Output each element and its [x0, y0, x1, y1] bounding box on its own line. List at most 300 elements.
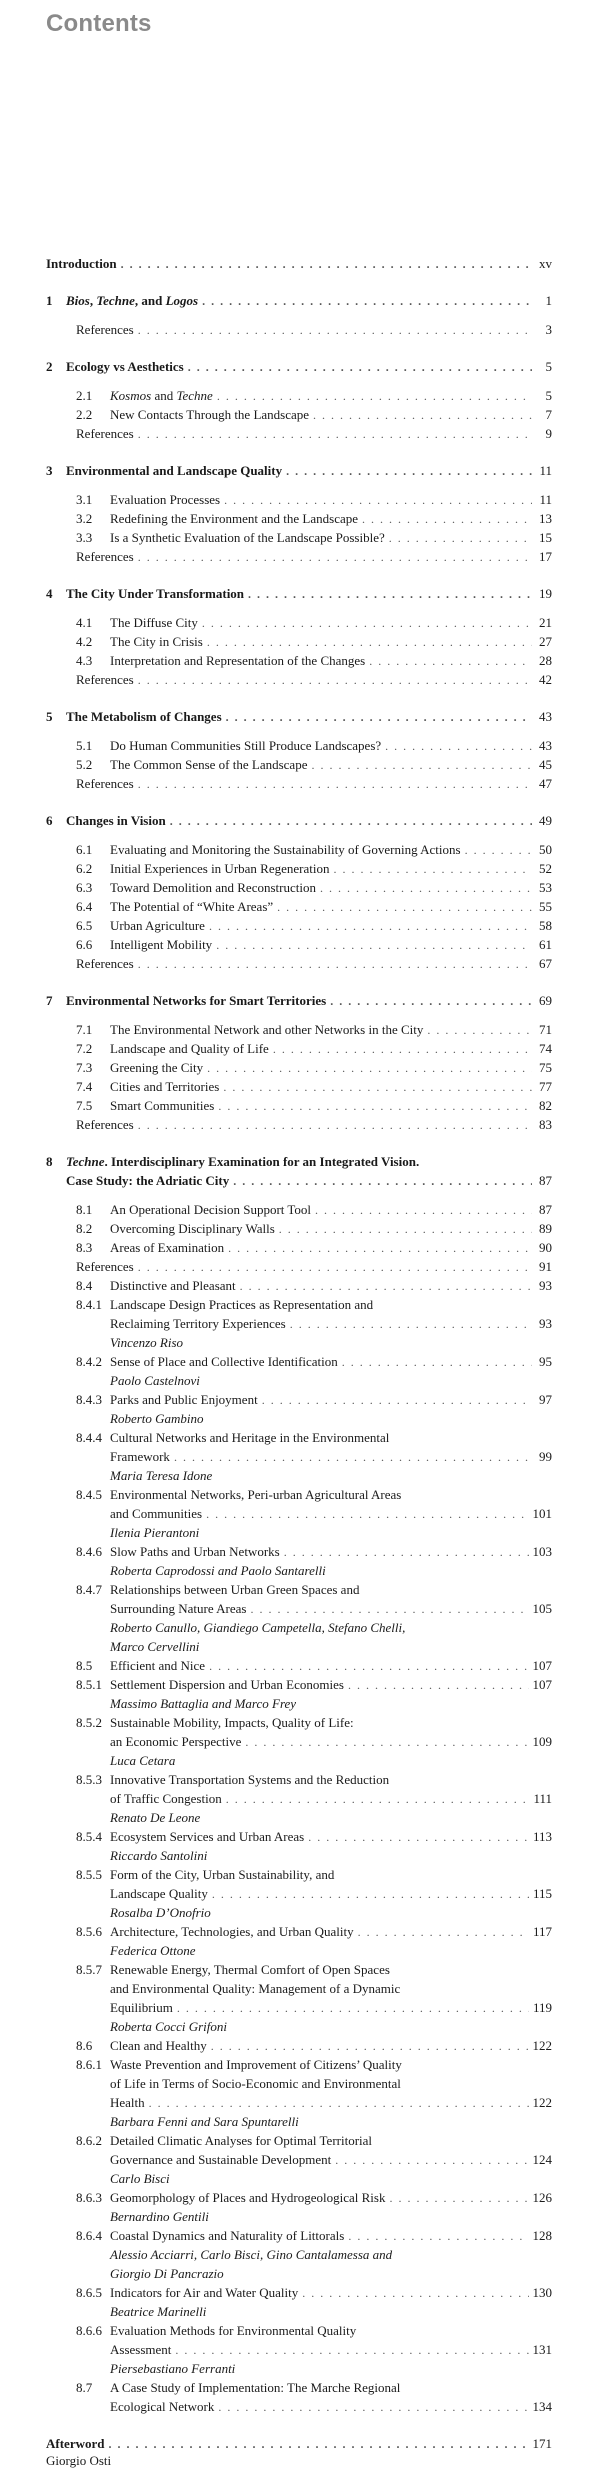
page-number: 28 — [539, 653, 552, 668]
author-line: Luca Cetara — [110, 1753, 176, 1768]
page-number: 83 — [539, 1117, 552, 1132]
toc-chapter[interactable] — [46, 812, 552, 830]
page-number: 27 — [539, 634, 552, 649]
toc-section[interactable] — [76, 1097, 552, 1115]
toc-chapter[interactable] — [46, 585, 552, 603]
toc-section[interactable] — [76, 387, 552, 405]
leader-dots — [218, 1098, 532, 1115]
leader-dots — [389, 2190, 528, 2207]
toc-section[interactable] — [76, 1277, 552, 1295]
toc-title: Redefining the Environment and the Landscape — [110, 511, 359, 526]
toc-section[interactable] — [76, 1078, 552, 1096]
toc-title: Waste Prevention and Improvement of Citizens’ Quality — [110, 2057, 402, 2072]
author-line: Bernardino Gentili — [110, 2209, 209, 2224]
page-number: 47 — [539, 776, 552, 791]
toc-title: and Communities — [110, 1506, 203, 1521]
leader-dots — [330, 993, 532, 1010]
toc-section[interactable] — [76, 1021, 552, 1039]
toc-number: 8.5.2 — [76, 1715, 102, 1730]
toc-chapter[interactable] — [46, 1153, 552, 1170]
toc-title: Cultural Networks and Heritage in the Environmental — [110, 1430, 390, 1445]
page-number: 43 — [539, 738, 552, 753]
toc-section[interactable] — [76, 1543, 552, 1561]
page-number: 15 — [539, 530, 552, 545]
toc-number: 8.5.4 — [76, 1829, 102, 1844]
toc-section[interactable] — [76, 1771, 552, 1788]
leader-dots — [138, 426, 532, 443]
author-line: Rosalba D’Onofrio — [110, 1905, 211, 1920]
toc-title: Evaluation Methods for Environmental Quality — [110, 2323, 357, 2338]
toc-title: Geomorphology of Places and Hydrogeological Risk — [110, 2190, 386, 2205]
toc-number: 6.4 — [76, 899, 93, 914]
toc-title: An Operational Decision Support Tool — [110, 1202, 312, 1217]
toc-number: 6.5 — [76, 918, 93, 933]
author-line: Giorgio Di Pancrazio — [110, 2266, 224, 2281]
toc-section[interactable] — [76, 1885, 552, 1903]
leader-dots — [223, 1079, 532, 1096]
leader-dots — [245, 1734, 528, 1751]
leader-dots — [358, 1924, 529, 1941]
leader-dots — [216, 937, 532, 954]
toc-number: 8.1 — [76, 1202, 93, 1217]
author-line: Renato De Leone — [110, 1810, 201, 1825]
page-number: 19 — [539, 586, 552, 601]
toc-section[interactable] — [76, 1391, 552, 1409]
toc-section[interactable] — [76, 1923, 552, 1941]
toc-number: 6.6 — [76, 937, 93, 952]
page-number: 87 — [539, 1173, 552, 1188]
toc-title: Ecology vs Aesthetics — [66, 359, 184, 374]
leader-dots — [209, 1658, 528, 1675]
toc-section[interactable] — [76, 2075, 552, 2092]
toc-section[interactable] — [76, 1828, 552, 1846]
toc-title: Initial Experiences in Urban Regeneration — [110, 861, 330, 876]
toc-number: 8 — [46, 1154, 53, 1169]
toc-section[interactable] — [76, 1059, 552, 1077]
toc-number: 6 — [46, 813, 53, 828]
toc-section[interactable] — [76, 1353, 552, 1371]
toc-number: 7 — [46, 993, 53, 1008]
page-number: 61 — [539, 937, 552, 952]
page-number: 115 — [532, 1886, 552, 1901]
toc-title: Evaluation Processes — [110, 492, 221, 507]
toc-references[interactable] — [76, 1258, 552, 1276]
toc-title: Equilibrium — [110, 2000, 173, 2015]
toc-title: References — [76, 1259, 134, 1274]
toc-references[interactable] — [76, 775, 552, 793]
page-number: 43 — [539, 709, 552, 724]
page-number: 93 — [539, 1278, 552, 1293]
toc-title: Landscape Quality — [110, 1886, 208, 1901]
leader-dots — [138, 776, 532, 793]
leader-dots — [206, 1506, 528, 1523]
toc-title: New Contacts Through the Landscape — [110, 407, 310, 422]
toc-title: of Traffic Congestion — [110, 1791, 222, 1806]
leader-dots — [211, 2038, 529, 2055]
leader-dots — [290, 1316, 532, 1333]
toc-title: Changes in Vision — [66, 813, 166, 828]
toc-number: 8.6 — [76, 2038, 93, 2053]
toc-title: Do Human Communities Still Produce Landscapes? — [110, 738, 382, 753]
toc-title: References — [76, 322, 134, 337]
leader-dots — [212, 1886, 529, 1903]
toc-section[interactable] — [76, 406, 552, 424]
toc-number: 5 — [46, 709, 53, 724]
toc-section[interactable] — [76, 2227, 552, 2245]
author-line: Maria Teresa Idone — [110, 1468, 213, 1483]
toc-section[interactable] — [76, 1296, 552, 1313]
toc-section[interactable] — [76, 652, 552, 670]
toc-title: Greening the City — [110, 1060, 204, 1075]
leader-dots — [138, 549, 532, 566]
toc-section[interactable] — [76, 1040, 552, 1058]
leader-dots — [138, 1117, 532, 1134]
leader-dots — [228, 1240, 532, 1257]
toc-number: 5.2 — [76, 757, 93, 772]
leader-dots — [207, 1060, 532, 1077]
toc-title: The City in Crisis — [110, 634, 203, 649]
page-number: 52 — [539, 861, 552, 876]
page-number: 99 — [539, 1449, 552, 1464]
leader-dots — [286, 463, 532, 480]
toc-section[interactable] — [76, 1315, 552, 1333]
page-number: 97 — [539, 1392, 552, 1407]
toc-number: 8.4.5 — [76, 1487, 102, 1502]
leader-dots — [284, 1544, 529, 1561]
page-number: 126 — [532, 2190, 552, 2205]
page-number: 11 — [539, 463, 552, 478]
toc-title: Toward Demolition and Reconstruction — [110, 880, 316, 895]
toc-references[interactable] — [76, 548, 552, 566]
toc-number: 3.3 — [76, 530, 93, 545]
toc-chapter[interactable] — [46, 708, 552, 726]
toc-title: Parks and Public Enjoyment — [110, 1392, 258, 1407]
toc-title: Afterword — [46, 2436, 105, 2451]
page-number: 9 — [545, 426, 552, 441]
toc-number: 8.3 — [76, 1240, 93, 1255]
leader-dots — [385, 738, 532, 755]
author-line: Roberta Caprodossi and Paolo Santarelli — [110, 1563, 326, 1578]
toc-section[interactable] — [76, 2132, 552, 2149]
toc-number: 8.5.6 — [76, 1924, 102, 1939]
leader-dots — [170, 813, 532, 830]
toc-section[interactable] — [76, 1714, 552, 1731]
toc-chapter[interactable] — [46, 255, 552, 273]
toc-title: Governance and Sustainable Development — [110, 2152, 332, 2167]
toc-section[interactable] — [76, 1961, 552, 1978]
toc-title: Health — [110, 2095, 145, 2110]
toc-title: Framework — [110, 1449, 170, 1464]
toc-title: References — [76, 1117, 134, 1132]
toc-title: Ecosystem Services and Urban Areas — [110, 1829, 305, 1844]
author-line: Roberto Gambino — [110, 1411, 204, 1426]
toc-title: The Environmental Network and other Networks in the City — [110, 1022, 424, 1037]
toc-title: of Life in Terms of Socio-Economic and Environmental — [110, 2076, 401, 2091]
toc-references[interactable] — [76, 955, 552, 973]
leader-dots — [233, 1173, 532, 1190]
leader-dots — [320, 880, 532, 897]
leader-dots — [121, 256, 532, 273]
toc-title: Efficient and Nice — [110, 1658, 206, 1673]
toc-number: 8.4.7 — [76, 1582, 102, 1597]
toc-section[interactable] — [76, 1657, 552, 1675]
page-number: 1 — [545, 293, 552, 308]
toc-title: Cities and Territories — [110, 1079, 220, 1094]
leader-dots — [313, 407, 532, 424]
leader-dots — [389, 530, 532, 547]
toc-section[interactable] — [76, 1220, 552, 1238]
leader-dots — [217, 388, 532, 405]
page-number: 122 — [532, 2038, 552, 2053]
leader-dots — [465, 842, 532, 859]
toc-title: Case Study: the Adriatic City — [66, 1173, 230, 1188]
toc-number: 8.5.5 — [76, 1867, 102, 1882]
toc-section[interactable] — [76, 1999, 552, 2017]
toc-title: an Economic Perspective — [110, 1734, 242, 1749]
toc-section[interactable] — [76, 898, 552, 916]
toc-number: 7.5 — [76, 1098, 93, 1113]
toc-section[interactable] — [76, 1790, 552, 1808]
leader-dots — [226, 709, 532, 726]
toc-section[interactable] — [76, 1581, 552, 1598]
author-line: Massimo Battaglia and Marco Frey — [110, 1696, 297, 1711]
author-line: Marco Cervellini — [110, 1639, 200, 1654]
toc-number: 8.5.3 — [76, 1772, 102, 1787]
author-line: Piersebastiano Ferranti — [110, 2361, 236, 2376]
toc-title: References — [76, 549, 134, 564]
toc-section[interactable] — [76, 1201, 552, 1219]
toc-references[interactable] — [76, 671, 552, 689]
page-number: 131 — [532, 2342, 552, 2357]
toc-references[interactable] — [76, 321, 552, 339]
toc-title: The Common Sense of the Landscape — [110, 757, 308, 772]
author-line: Ilenia Pierantoni — [110, 1525, 200, 1540]
leader-dots — [209, 918, 532, 935]
toc-section[interactable] — [76, 841, 552, 859]
toc-number: 8.6.1 — [76, 2057, 102, 2072]
toc-section[interactable] — [76, 2398, 552, 2416]
toc-section[interactable] — [76, 1505, 552, 1523]
toc-section[interactable] — [76, 633, 552, 651]
toc-number: 8.2 — [76, 1221, 93, 1236]
toc-number: 8.4.1 — [76, 1297, 102, 1312]
toc-title: Intelligent Mobility — [110, 937, 213, 952]
toc-title: The Diffuse City — [110, 615, 198, 630]
page-number: 130 — [532, 2285, 552, 2300]
toc-title: Settlement Dispersion and Urban Economies — [110, 1677, 344, 1692]
toc-title: References — [76, 672, 134, 687]
leader-dots — [362, 511, 532, 528]
toc-chapter[interactable] — [46, 462, 552, 480]
toc-references[interactable] — [76, 1116, 552, 1134]
leader-dots — [335, 2152, 528, 2169]
toc-section[interactable] — [76, 2056, 552, 2073]
page-number: 7 — [545, 407, 552, 422]
page-number: 53 — [539, 880, 552, 895]
toc-section[interactable] — [76, 1448, 552, 1466]
leader-dots — [250, 1601, 528, 1618]
leader-dots — [224, 492, 532, 509]
toc-title: Reclaiming Territory Experiences — [110, 1316, 286, 1331]
page-number: 91 — [539, 1259, 552, 1274]
page-number: 45 — [539, 757, 552, 772]
toc-section[interactable] — [76, 1239, 552, 1257]
page-number: 49 — [539, 813, 552, 828]
leader-dots — [218, 2399, 528, 2416]
toc-section[interactable] — [76, 2322, 552, 2339]
toc-title: Landscape Design Practices as Representation and — [110, 1297, 374, 1312]
page-number: 134 — [532, 2399, 552, 2414]
toc-number: 8.5.1 — [76, 1677, 102, 1692]
toc-section[interactable] — [76, 936, 552, 954]
page-number: 67 — [539, 956, 552, 971]
toc-number: 8.6.4 — [76, 2228, 102, 2243]
page-number: 122 — [532, 2095, 552, 2110]
toc-number: 2.1 — [76, 388, 93, 403]
toc-number: 6.2 — [76, 861, 93, 876]
page-number: 103 — [532, 1544, 552, 1559]
page-number: 111 — [533, 1791, 552, 1806]
toc-number: 6.1 — [76, 842, 93, 857]
toc-title: Is a Synthetic Evaluation of the Landscape Possible? — [110, 530, 385, 545]
toc-section[interactable] — [76, 1980, 552, 1997]
leader-dots — [108, 2436, 528, 2453]
toc-title: The City Under Transformation — [66, 586, 245, 601]
page-number: 87 — [539, 1202, 552, 1217]
toc-title: Slow Paths and Urban Networks — [110, 1544, 280, 1559]
leader-dots — [174, 1449, 532, 1466]
toc-number: 8.5 — [76, 1658, 93, 1673]
toc-title: Sense of Place and Collective Identification — [110, 1354, 338, 1369]
toc-number: 8.4 — [76, 1278, 93, 1293]
page-number: 42 — [539, 672, 552, 687]
toc-section[interactable] — [76, 491, 552, 509]
toc-section[interactable] — [76, 1486, 552, 1503]
author-line: Carlo Bisci — [110, 2171, 170, 2186]
toc-number: 1 — [46, 293, 53, 308]
toc-references[interactable] — [76, 425, 552, 443]
toc-chapter[interactable] — [46, 1172, 552, 1190]
leader-dots — [202, 293, 532, 310]
leader-dots — [348, 2228, 528, 2245]
toc-section[interactable] — [76, 737, 552, 755]
page-title: Contents — [46, 10, 152, 37]
toc-section[interactable] — [76, 2151, 552, 2169]
toc-title: Detailed Climatic Analyses for Optimal Territorial — [110, 2133, 373, 2148]
page-number: 107 — [532, 1677, 552, 1692]
toc-section[interactable] — [76, 1429, 552, 1446]
toc-number: 3.1 — [76, 492, 93, 507]
leader-dots — [279, 1221, 532, 1238]
page-number: 117 — [532, 1924, 552, 1939]
toc-section[interactable] — [76, 2284, 552, 2302]
toc-chapter[interactable] — [46, 992, 552, 1010]
page-number: 107 — [532, 1658, 552, 1673]
page-number: 17 — [539, 549, 552, 564]
toc-section[interactable] — [76, 2379, 552, 2396]
toc-section[interactable] — [76, 917, 552, 935]
toc-number: 5.1 — [76, 738, 93, 753]
page-number: 5 — [545, 359, 552, 374]
toc-title: Distinctive and Pleasant — [110, 1278, 236, 1293]
toc-section[interactable] — [76, 2341, 552, 2359]
toc-section[interactable] — [76, 2037, 552, 2055]
toc-number: 2.2 — [76, 407, 93, 422]
author-line: Alessio Acciarri, Carlo Bisci, Gino Cantalamessa and — [110, 2247, 393, 2262]
toc-section[interactable] — [76, 1676, 552, 1694]
toc-section[interactable] — [76, 529, 552, 547]
toc-section[interactable] — [76, 614, 552, 632]
author-line: Barbara Fenni and Sara Spuntarelli — [110, 2114, 299, 2129]
toc-chapter[interactable] — [46, 358, 552, 376]
page-number: 75 — [539, 1060, 552, 1075]
toc-section[interactable] — [76, 510, 552, 528]
toc-section[interactable] — [76, 1733, 552, 1751]
toc-title: Urban Agriculture — [110, 918, 205, 933]
toc-number: 8.5.7 — [76, 1962, 102, 1977]
toc-title: Environmental and Landscape Quality — [66, 463, 283, 478]
leader-dots — [277, 899, 532, 916]
toc-number: 7.1 — [76, 1022, 93, 1037]
page-number: 90 — [539, 1240, 552, 1255]
leader-dots — [207, 634, 532, 651]
toc-title: Renewable Energy, Thermal Comfort of Open Spaces — [110, 1962, 390, 1977]
toc-chapter[interactable] — [46, 2435, 552, 2453]
toc-title: Evaluating and Monitoring the Sustainability of Governing Actions — [110, 842, 461, 857]
page-number: 171 — [532, 2436, 552, 2451]
toc-number: 7.3 — [76, 1060, 93, 1075]
author-line: Riccardo Santolini — [110, 1848, 208, 1863]
leader-dots — [138, 1259, 532, 1276]
toc-number: 6.3 — [76, 880, 93, 895]
toc-title: References — [76, 956, 134, 971]
toc-number: 3 — [46, 463, 53, 478]
toc-section[interactable] — [76, 860, 552, 878]
toc-title: Techne. Interdisciplinary Examination for an Integrated Vision. — [66, 1154, 420, 1169]
leader-dots — [149, 2095, 529, 2112]
toc-section[interactable] — [76, 2189, 552, 2207]
toc-title: Clean and Healthy — [110, 2038, 207, 2053]
toc-number: 4 — [46, 586, 53, 601]
leader-dots — [333, 861, 532, 878]
page-number: 113 — [532, 1829, 552, 1844]
toc-section[interactable] — [76, 1600, 552, 1618]
toc-number: 8.4.6 — [76, 1544, 102, 1559]
toc-section[interactable] — [76, 2094, 552, 2112]
leader-dots — [308, 1829, 529, 1846]
leader-dots — [240, 1278, 532, 1295]
leader-dots — [273, 1041, 532, 1058]
toc-title: The Metabolism of Changes — [66, 709, 222, 724]
author-line: Giorgio Osti — [46, 2453, 112, 2468]
toc-number: 4.1 — [76, 615, 93, 630]
author-line: Paolo Castelnovi — [110, 1373, 200, 1388]
toc-number: 8.7 — [76, 2380, 93, 2395]
toc-section[interactable] — [76, 756, 552, 774]
page-number: xv — [539, 256, 552, 271]
toc-title: Introduction — [46, 256, 117, 271]
page-number: 69 — [539, 993, 552, 1008]
toc-section[interactable] — [76, 879, 552, 897]
toc-chapter[interactable] — [46, 292, 552, 310]
toc-title: Innovative Transportation Systems and the Reduction — [110, 1772, 390, 1787]
author-line: Vincenzo Riso — [110, 1335, 184, 1350]
page-number: 82 — [539, 1098, 552, 1113]
page-number: 119 — [532, 2000, 552, 2015]
toc-title: References — [76, 426, 134, 441]
page-number: 95 — [539, 1354, 552, 1369]
toc-section[interactable] — [76, 1866, 552, 1883]
